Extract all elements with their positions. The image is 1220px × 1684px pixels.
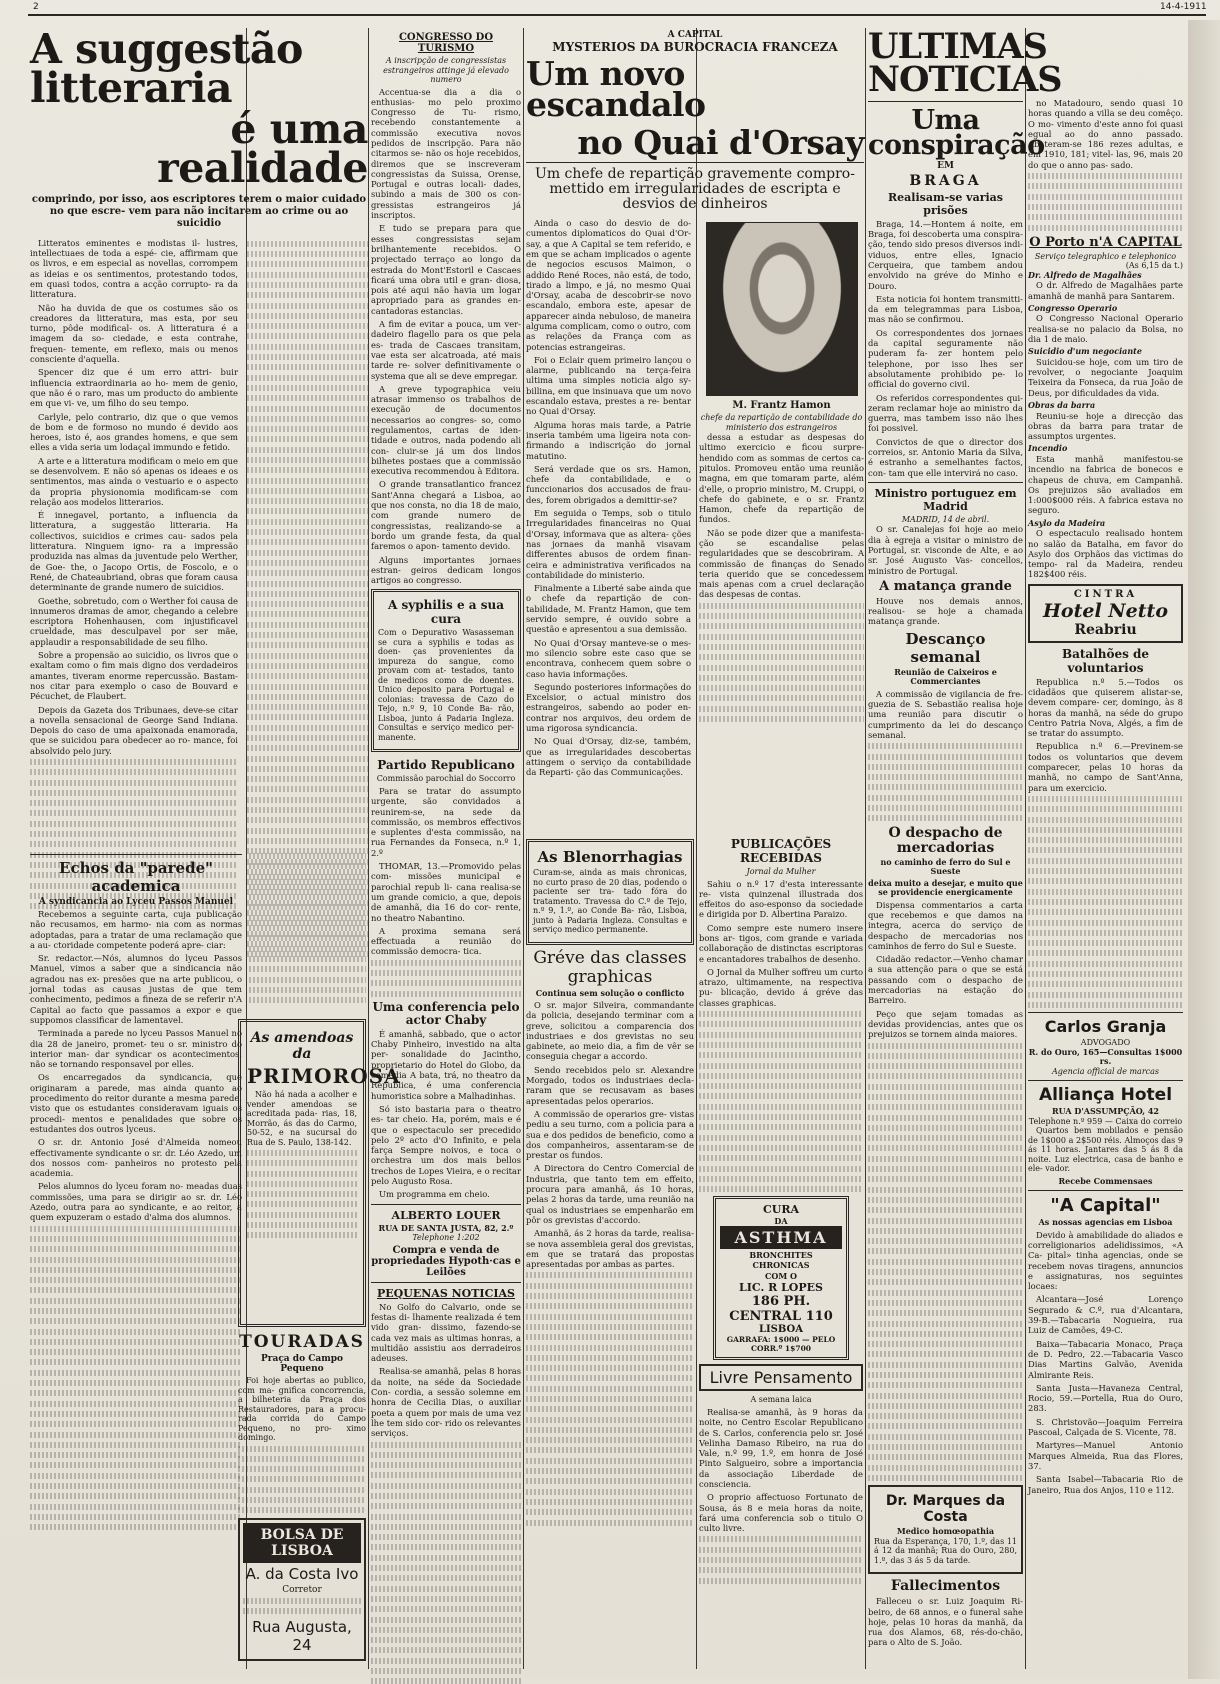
cura-line: DA [720,1216,842,1226]
suicidio-title: Suicidio d'um negociante [1028,347,1183,357]
braga-label: BRAGA [868,173,1023,189]
braga-paragraph: Os referidos correspondentes qui- zeram reclamar hoje ao ministro da guerra, mas tambem isso não lhes foi possivel. [868,393,1023,434]
despacho-paragraph: Cidadão redactor.—Venho chamar a sua attenção para o que se está passando com o despacho de mercadorias na estação do Barreiro. [868,954,1023,1005]
ministro-title: Ministro portuguez em Madrid [868,487,1023,513]
carlos-title: ADVOGADO [1028,1038,1183,1048]
column-rule [865,28,866,1669]
agencias-paragraph: Baixa—Tabacaria Monaco, Praça de D. Pedro, 22.—Tabacaria Vasco Dias Martins Galvão, Avenida Almirante Reis. [1028,1339,1183,1380]
hotel-netto-name: Hotel Netto [1033,600,1178,622]
cura-line: LIC. R LOPES [720,1281,842,1294]
marques-address: Rua da Esperança, 170, 1.º, das 11 á 12 da manhã; Rua do Ouro, 280, 1.º, das 3 ás 5 da tarde. [874,1537,1017,1566]
cura-line: CURA [720,1203,842,1216]
braga-subtitle: Realisam-se varias prisões [868,191,1023,217]
ad-amendoas [238,1015,366,1325]
descanso-title: Descanço semanal [868,630,1023,666]
agencias-paragraph: Alcantara—José Lorenço Segurado & C.º, rua d'Alcantara, 39-B.—Tabacaria Nogueira, rua Luiz de Camões, 49-C. [1028,1294,1183,1335]
article-paragraph: Finalmente a Liberté sabe ainda que o chefe da repartição de con- tabilidade, M. Frantz Hamon, que tem servido sempre, é ouvido sobre a questão e apresentou a sua demissão. [526,583,691,634]
greve-paragraph: A commissão de operarios gre- vistas pediu a seu turno, com a policia para a sua e dos pedidos de beneficio, como a dos companheiros, assentaram-se de prestar os fundos. [526,1109,694,1160]
headline-conspiracao: Uma conspiração [868,108,1023,159]
headline-realidade: é uma realidade [30,110,368,188]
matanca-title: A matança grande [868,579,1023,594]
congresso-paragraph: A greve typographica veiu atrasar immenso os trabalhos de execução de documentos necessarios ao congres- so, como regulamentos, cartas de iden- tidade e outros, nada podendo ali con- cluir-se já um dos lindos bilhetes postaes que a commissão executiva recommendou à Editora. [371,384,521,477]
porto-subtitle: Serviço telegraphico e telephonico [1028,252,1183,262]
pequenas-paragraph: Realisa-se amanhã, pelas 8 horas da noite, na séde da Sociedade Con- cordia, a sessão solemne em honra de Cecilia Dias, o auxiliar poeta a quem por mais de uma vez lhe tem sido cor- rido os relevantes serviços. [371,1366,521,1438]
alberto-services: Compra e venda de propriedades Hypoth·cas e Leilões [371,1245,521,1278]
article-deck: comprindo, por isso, aos escriptores terem o maior cuidado no que escre- vem para não incitarem ao crime ou ao suicidio [30,194,368,230]
article-deck: Um chefe de repartição gravemente compro- mettido em irregularidades de escripta e desvios de dinheiros [526,167,864,212]
ad-marques-costa [868,1485,1023,1574]
amendoas-title: As amendoas da [247,1030,357,1062]
despacho-title: O despacho de mercadorias [868,826,1023,856]
article-paragraph: Sobre a propensão ao suicidio, os livros que o exaltam como o fim mais digno dos verdadeiros amantes, tiveram enorme repercussão. Bastam-nos citar para exemplo o caso de Bouvard e Pécuchet, de Flaubert. [30,650,238,701]
greve-paragraph: Amanhã, ás 2 horas da tarde, realisa-se nova assembleia geral dos grevistas, em que se tratará das propostas apresentadas por ambas as partes. [526,1228,694,1269]
cura-line: LISBOA [720,1324,842,1335]
batalhoes-title: Batalhões de voluntarios [1028,647,1183,675]
incendio-paragraph: Esta manhã manifestou-se incendio na fabrica de bonecos e chapeus de chuva, em Campanhã. Os prejuizos são avaliados em 1:000$000 réis. A fabrica estava no seguro. [1028,454,1183,516]
ministro-paragraph: O sr. Canalejas foi hoje ao meio dia à egreja a visitar o ministro de Portugal, sr. visconde de Alte, e ao sr. José Augusto Vas- concellos, ministro de Portugal. [868,524,1023,575]
obras-paragraph: Reuniu-se hoje a direcção das obras da barra para tratar de assumptos urgentes. [1028,411,1183,442]
column-rule [1025,28,1026,1669]
publicacoes-paragraph: Sahiu o n.º 17 d'esta interessante re- vista quinzenal illustrada dos effeitos do aso-esponso da sociedade e dirigida por D. Albertina Paraizo. [699,879,863,920]
livre-subtitle: A semana laica [699,1395,863,1405]
text-filler [30,1226,242,1531]
alberto-name: ALBERTO LOUER [371,1209,521,1222]
pequenas-title: PEQUENAS NOTICIAS [371,1287,521,1300]
marques-name: Dr. Marques da Costa [874,1493,1017,1525]
column-publicacoes [699,835,863,1665]
ad-blenorrhagias [526,839,694,945]
cura-line: GARRAFA: 1$000 — PELO CORR.º 1$700 [720,1335,842,1353]
conferencia-paragraph: É amanhã, sabbado, que o actor Chaby Pinheiro, investido na alta per- sonalidade do Jacintho, proprietario do Hotel do Globo, da comedia A bata, trá, no theatro da Republica, é uma conferencia humoristica sobre a Malhadinhas. [371,1029,521,1101]
partido-paragraph: THOMAR, 13.—Promovido pelas com- missões municipal e parochial repub li- cana realisa-se um grande comicio, a que, depois de amanhã, dia 16 do cor- rente, no theatro Nabantino. [371,861,521,923]
fallecimentos-title: Fallecimentos [868,1578,1023,1594]
livre-box [699,1364,863,1391]
touradas-body: Foi hoje abertas ao publico, com ma- gnifica concorrencia, a bilheteria da Praça dos Restauradores, para a procu- rada corrida do Campo Pequeno, no pro- ximo domingo. [238,1376,366,1443]
congresso-title: CONGRESSO DO TURISMO [371,32,521,54]
ad-hotel-netto [1028,584,1183,643]
congresso-paragraph: Accentua-se dia a dia o enthusias- mo pelo proximo Congresso de Tu- rismo, recebendo constantemente a commissão executiva novos pedidos de inscripção. Para não citarmos se- não os hoje recebidos, diremos que se inscreveram congressistas da Suissa, Orense, Portugal e outras locali- dades, subindo a mais de 300 os con- gressistas estrangeiros já inscriptos. [371,87,521,221]
touradas-title: TOURADAS [238,1332,366,1352]
column-rule [523,28,524,1669]
porto-title: O Porto n'A CAPITAL [1028,235,1183,250]
marques-specialty: Medico homœopathia [874,1527,1017,1537]
text-filler [371,1442,521,1684]
costa-ivo-name: A. da Costa Ivo [243,1565,361,1583]
cintra-label: CINTRA [1033,589,1178,600]
headline-quai: no Quai d'Orsay [526,127,864,158]
column-rule [368,28,369,1669]
publicacoes-subtitle: Jornal da Mulher [699,867,863,877]
conferencia-paragraph: Só isto bastaria para o theatro es- tar cheio. Ha, porém, mais e é que o espectaculo ser precedido pelo 2º acto d'O Infinito, e pela farça Sempre noivos, e toca o orchestra um dos mais bellos trechos de Lopes Vieira, e o recitar pelo Augusto Rosa. [371,1104,521,1186]
partido-paragraph: Para se tratar do assumpto urgente, são convidados a reunirem-se, na sede da commissão, os membros effectivos e suplentes d'esta commissão, na rua Fernandes da Fonseca, n.º 1, 2.º [371,786,521,858]
livre-paragraph: O proprio affectuoso Fortunato de Sousa, ás 8 e meia horas da noite, fará uma conferencia sob o titulo O culto livre. [699,1492,863,1533]
kicker: MYSTERIOS DA BUROCRACIA FRANCEZA [526,40,864,54]
echos-paragraph: Pelos alumnos do lyceu foram no- meadas duas commissões, uma para se dirigir ao sr. dr. Léo Azedo, outra para ao syndicante, e ao reitor, a quem expuzeram o estado d'alma dos alumnos. [30,1181,242,1222]
text-filler [238,1446,366,1514]
column-literature [30,30,368,850]
article-paragraph: A arte e a litteratura modificam o meio em que se desenvolvem. E não só apenas os ideaes e os sentimentos, mas ainda o vestuario e o aspecto da propria physionomia modificam-se com relação aos modelos litterarios. [30,456,238,507]
blenorr-body: Curam-se, ainda as mais chronicas, no curto praso de 20 dias, podendo o paciente ser tra- tado fóra do tratamento. Travessa do C.º de Tejo, n.º 9, 1.º, ao Conde Ba- rão, Lisboa, junto à Padaria Ingleza. Consultas e serviço medico permanente. [533,868,687,935]
cura-line: 186 PH. CENTRAL 110 [720,1294,842,1324]
suicidio-paragraph: Suicidou-se hoje, com um tiro de revolver, o negociante Joaquim Teixeira da Fonseca, da rua João de Deus, por dificuldades da vida. [1028,357,1183,398]
congresso-paragraph: O grande transatlantico francez Sant'Anna chegará a Lisboa, ao que nos consta, no dia 18 de maio, com grande numero de congressistas, realizando-se a bordo um grande festa, da qual faremos o apon- tamento devido. [371,479,521,551]
partido-title: Partido Republicano [371,758,521,772]
despacho-subtitle-2: deixa muito a desejar, e muito que se providencie energicamente [868,879,1023,898]
article-paragraph: Será verdade que os srs. Hamon, chefe da contabilidade, e o funccionarios dos accusados de frau- des, forem obrigados a demittir-se? [526,464,691,505]
congresso-paragraph: Alguns importantes jornaes estran- geiros dedicam longos artigos ao congresso. [371,555,521,586]
syphilis-body: Com o Depurativo Wasasseman se cura a syphilis e todas as doen- ças provenientes da impureza do sangue, como provam com at- testados, tanto de medicos como de doentes. Unico deposito para Portugal e colonias: travessa de Cazo do Tejo, n.º 9, 10 Conde Ba- rão, Lisboa, junto á Padaria Ingleza. Consultas e serviço medico per- manente. [378,628,514,742]
agencias-paragraph: S. Christovão—Joaquim Ferreira Pascoal, Calçada de S. Vicente, 78. [1028,1417,1183,1438]
publicacoes-paragraph: Como sempre este numero insere bons ar- tigos, com grande e variada collaboração de distinctas escriptoras e encantadores trabalhos de desenho. [699,923,863,964]
agencias-paragraph: Martyres—Manuel Antonio Marques Almeida, Rua das Flores, 37. [1028,1440,1183,1471]
article-paragraph: É innegavel, portanto, a influencia da litteratura, a suggestão litteraria. Ha collectivos, suicidios e crimes cau- sados pela litteratura. Ninguem igno- ra a impressão produzida nas almas da juventude pelo Werther, de Goe- the, o Jacopo Ortis, de Foscolo, e o René, de Chateaubriand, obras que foram causa determinante de grande numero de suicidios. [30,510,238,592]
reabriu-label: Reabriu [1033,622,1178,638]
greve-title: Gréve das classes graphicas [526,949,694,987]
article-paragraph: Em seguida o Temps, sob o titulo Irregularidades financeiras no Quai d'Orsay, informava que as altera- ções nas jornaes da manhã visavam differentes abusos de ordem finan- ceira e administrativa verificados na contabilidade do ministerio. [526,508,691,580]
ministro-date: MADRID, 14 de abril. [868,515,1023,525]
echos-paragraph: Os encarregados da syndicancia, que originaram a parede, mas ainda quanto ao procedimento do reitor durante a mesma parede, visto que os estudantes consideravam iguais os procedi- mentos e penalidades que sobre os estudantes dos outros lyceus. [30,1072,242,1134]
portrait-name: M. Frantz Hamon [699,400,864,411]
congresso-subtitle: A inscripção de congressistas estrangeiros attinge já elevado numero [371,56,521,85]
corretor-label: Corretor [243,1585,361,1595]
text-filler [699,1536,863,1583]
echos-title: Echos da "parede" academica [30,859,242,895]
congresso-paragraph: A fim de evitar a pouca, um ver- dadeiro flagello para os que pela es- trada de Cascaes transitam, vae esta ser alcatroada, até mais tarde re- solver definitivamente o systema que ali se deve empregar. [371,319,521,381]
article-paragraph: Foi o Eclair quem primeiro lançou o alarme, publicando na terça-feira ultima uma simples noticia algo sy- billina, em que insinuava que um novo escandalo estava, prestes a re- bentar no Quai d'Orsay. [526,355,691,417]
cura-asthma: ASTHMA [720,1226,842,1249]
article-paragraph: dessa a estudar as despesas do ultimo exercicio e ficou surpre- hendido com as sommas de certos ca- pitulos. Promoveu então uma reunião magna, em que tomaram parte, além d'elle, o proprio ministro, M. Cruppi, o chefe do gabinete, e o sr. Frantz Hamon, chefe da repartição de fundos. [699,432,864,525]
batalhoes-paragraph: Republica n.º 5.—Todos os cidadãos que quiserem alistar-se, devem compare- cer, domingo, às 8 horas da manhã, na séde do grupo Centro Patria Nova, Algés, a fim de se tratar do assumpto. [1028,677,1183,739]
column-echos [30,850,242,1665]
despacho-paragraph: Dispensa commentarios a carta que recebemos e que damos na integra, acerca do serviço de despacho de mercadorias nos caminhos de ferro do Sul e Sueste. [868,900,1023,951]
text-filler [699,603,864,722]
descanso-subtitle: Reunião de Caixeiros e Commerciantes [868,668,1023,687]
obras-title: Obras da barra [1028,401,1183,411]
partido-paragraph: A proxima semana será effectuada a reunião do commissão democra- tica. [371,926,521,957]
livre-paragraph: Realisa-se amanhã, às 9 horas da noite, no Centro Escolar Republicano de S. Carlos, conferencia pelo sr. José Velinha Damaso Ribeiro, na rua do Vale, n.º 99, 1.º, em honra de José Pinto Salgueiro, sobre a importancia da associação Liberdade de consciencia. [699,1407,863,1489]
section-label: A CAPITAL [526,30,864,40]
text-filler [699,1011,863,1192]
allianca-address: RUA D'ASSUMPÇÃO, 42 [1028,1107,1183,1117]
conferencia-paragraph: Um programma em cheio. [371,1189,521,1199]
portrait-hamon [706,222,858,396]
allianca-telephone: Telephone n.º 959 — Caixa do correio [1028,1117,1183,1127]
pequenas-paragraph: No Golfo do Calvario, onde se festas di- lhamente realizada é tem vido gran- dissimo, fazendo-se cada vez mais as ultimas honras, a multidão assistiu aos derradeiros adeuses. [371,1302,521,1364]
fallecimentos-paragraph: Falleceu o sr. Luiz Joaquim Ri- beiro, de 68 annos, e o funeral sahe hoje, pelas 10 horas da manhã, da rua dos Alamos, 68, rés-do-chão, para o Alto de S. João. [868,1596,1023,1647]
congresso-paragraph: E tudo se prepara para que esses congressistas sejam brilhantemente recebidos. O projectado terraço ao longo da estrada do Mont'Estoril e Cascaes ficará uma obra util e gran- diosa, pois até aqui não havia um logar apropriado para as grandes en- cantadoras estancias. [371,223,521,316]
article-paragraph: Segundo posteriores informações do Excelsior, o actual ministro dos estrangeiros, sabendo ao poder en- contrar nos arquivos, deu ordem de uma rigorosa syndicancia. [526,682,691,733]
a-capital-title: "A Capital" [1028,1195,1183,1216]
alberto-address: RUA DE SANTA JUSTA, 82, 2.º [371,1224,521,1234]
braga-paragraph: Convictos de que o director dos correios, sr. Antonio Maria da Silva, é estranho a semelhantes factos, con- tam que elle intervirá no caso. [868,437,1023,478]
article-paragraph: Não ha duvida de que os costumes são os creadores da litteratura, mas esta, por seu turno, pôde modifical- os. A litteratura é a imagem da so- ciedade, e esta contrahe, frequen- temente, em reflexo, mais ou menos consciente d'aquella. [30,303,238,365]
echos-paragraph: Terminada a parede no lyceu Passos Manuel no dia 28 de janeiro, promet- teu o sr. ministro do interior man- dar syndicar os acontecimentos, não se tornando responsavel por elles. [30,1028,242,1069]
braga-paragraph: Braga, 14.—Hontem á noite, em Braga, foi descoberta uma conspira- ção, tendo sido presos diversos indi- viduos, entre elles, Ignacio Cerqueira, que tambem andou envolvido na gréve do Minho e Douro. [868,219,1023,291]
allianca-body: Quartos bem mobilados e pensão de 1$000 a 2$500 réis. Almoços das 9 ás 11 horas. Jantares das 5 ás 8 da noite. Luz electrica, casa de banho e ele- vador. [1028,1126,1183,1174]
article-paragraph: Litteratos eminentes e modistas il- lustres, intellectuaes de toda a espé- cie, affirmam que os livros, e em especial as novellas, corrompem as ideias e os sentimentos, protestando todos, em quasi todos, contra a acção corrupto- ra da litteratura. [30,238,238,300]
carlos-name: Carlos Granja [1028,1017,1183,1036]
text-filler [526,1272,694,1525]
portrait-caption: chefe da repartição de contabilidade do ministerio dos estrangeiros [699,413,864,432]
agencias-paragraph: Santa Justa—Havaneza Central, Rocio, 59.—Portella, Rua do Ouro, 283. [1028,1383,1183,1414]
ad-syphilis [371,589,521,752]
article-paragraph: No Quai d'Orsay, diz-se, também, que as irregularidades descobertas attingem o serviço da contabilidade da Reparti- ção das Communicações. [526,736,691,777]
column-ultimas [868,30,1023,1665]
augusta-address: Rua Augusta, 24 [243,1618,361,1654]
text-filler [371,960,521,997]
despacho-paragraph: Peço que sejam tomadas as devidas providencias, antes que os prejuizos se tornem ainda maiores. [868,1009,1023,1040]
syphilis-title: A syphilis e a sua cura [378,598,514,626]
column-right [1028,30,1183,1665]
primorosa-title: PRIMOROSA [247,1064,357,1088]
partido-subtitle: Commissão parochial do Soccorro [371,774,521,784]
top-rule [28,14,1206,16]
text-filler [243,1598,361,1614]
recebe-label: Recebe Commensaes [1028,1177,1183,1187]
touradas-subtitle: Praça do Campo Pequeno [238,1354,366,1374]
article-paragraph: Ainda o caso do desvio de do- cumentos diplomaticos do Quai d'Or- say, a que A Capital se tem referido, e em que se acham implicados o agente de negocios escusos Maimon, o addido René Roces, não está, de todo, tirado a limpo, e já, no mesmo Quai d'Orsay, acaba de descobrir-se novo escandalo, embora este, apesar de apparecer ainda nebuloso, de maneira alguma complicam, como o outro, com as relações da França com as potencias estrangeiras. [526,218,691,352]
text-filler [249,853,366,1003]
matanca-paragraph: Houve nos demais annos, realisou- se hoje a chamada matança grande. [868,596,1023,627]
braga-paragraph: Esta noticia foi hontem transmitti- da em telegrammas para Lisboa, mas não se confirmou. [868,294,1023,325]
publicacoes-title: PUBLICAÇÕES RECEBIDAS [699,837,863,865]
text-filler [868,1043,1023,1481]
article-paragraph: Spencer diz que é um erro attri- buir influencia extraordinaria ao ho- mem de genio, que não é o raro, mas um producto do ambiente em que vi- ve, um filho do seu tempo. [30,367,238,408]
em-label: EM [868,161,1023,171]
headline-ultimas: ULTIMAS NOTICIAS [868,30,1023,97]
echos-paragraph: O sr. dr. Antonio José d'Almeida nomeou effectivamente syndicante o sr. dr. Léo Azedo, um dos nossos com- panheiros no protesto pela academia. [30,1137,242,1178]
column-greve [526,835,694,1665]
page-number: 2 [33,2,39,12]
agencias-title: As nossas agencias em Lisboa [1028,1218,1183,1228]
batalhoes-paragraph: Republica n.º 6.—Previnem-se todos os voluntarios que devem comparecer, pelas 10 horas da manhã, no campo de Sant'Anna, para um exercicio. [1028,741,1183,792]
allianca-name: Alliança Hotel [1028,1085,1183,1105]
bolsa-title: BOLSA DE LISBOA [243,1523,361,1563]
headline-escandalo: Um novo escandalo [526,58,864,121]
asylo-title: Asylo da Madeira [1028,519,1183,529]
echos-paragraph: Recebemos a seguinte carta, cuja publicação não recusamos, em harmo- nia com as normas adoptadas, para a tratar de uma reclamação que a au- ctoridade competente poderá apre- ciar: [30,909,242,950]
agencias-paragraph: Santa Isabel—Tabacaria Rio de Janeiro, Rua dos Anjos, 110 e 112. [1028,1474,1183,1495]
publicacoes-paragraph: O Jornal da Mulher soffreu um curto atrazo, ultimamente, na respectiva pu- blicação, devido á gréve das classes graphicas. [699,967,863,1008]
congresso-operario-paragraph: O Congresso Nacional Operario realisa-se no palacio da Bolsa, no dia 1 de maio. [1028,313,1183,344]
conferencia-title: Uma conferencia pelo actor Chaby [371,1001,521,1027]
adjacent-page-edge [1188,20,1220,1679]
descanso-paragraph: A commissão de vigilancia de fre- guezia de S. Sebastião realisa hoje uma reunião para discutir o cumprimento da lei do descanço semanal. [868,689,1023,740]
article-paragraph: Alguma horas mais tarde, a Patrie inseria também uma ligeira nota con- firmando a indiscrição do jornal matutino. [526,420,691,461]
congresso-operario-title: Congresso Operario [1028,304,1183,314]
cura-line: BRONCHITES CHRONICAS [720,1250,842,1270]
greve-paragraph: A Directora do Centro Comercial de Industria, que tanto tem em effeito, procura para amanhã, ás 10 horas, pelas 2 horas da tarde, uma reunião na qual os industriaes se empenharão em pôr os grevistas d'accordo. [526,1163,694,1225]
text-filler [1028,173,1183,230]
column-touradas [238,1330,366,1670]
despacho-subtitle: no caminho de ferro do Sul e Sueste [868,858,1023,877]
page-date: 14-4-1911 [1160,2,1207,12]
echos-subtitle: A syndicancia ao Lyceu Passos Manuel [30,897,242,907]
text-filler [868,743,1023,821]
alfredo-title: Dr. Alfredo de Magalhães [1028,271,1183,281]
carlos-address: R. do Ouro, 165—Consultas 1$000 rs. [1028,1048,1183,1067]
column-turismo [371,30,521,1665]
incendio-title: Incendio [1028,444,1183,454]
headline-suggestao: A suggestão litteraria [30,30,368,108]
ad-cura-asthma [713,1196,849,1360]
article-paragraph: Depois da Gazeta dos Tribunaes, deve-se citar a novella sensacional de George Sand Indiana. Depois do caso de uma apaixonada enamorada, que se suicidou para obedecer ao ro- mance, foi absolvido pelo jury. [30,705,238,756]
greve-paragraph: Sendo recebidos pelo sr. Alexandre Morgado, todos os industriaes decla- raram que se recusavam as bases apresentadas pelos operarios. [526,1065,694,1106]
carlos-note: Agencia official de marcas [1028,1067,1183,1077]
greve-subtitle: Continua sem solução o conflicto [526,989,694,999]
agencias-paragraph: Devido à amabilidade do aliados e correligionarios adelidissimos, «A Ca- pital» tinha agencias, onde se recebem novas tiragens, annuncios e assignaturas, nos seguintes locaes: [1028,1230,1183,1292]
cura-line: COM O [720,1271,842,1281]
article-paragraph: No Quai d'Orsay manteve-se o mes- mo silencio sobre este caso que se encontrava, conhecem quem sobre o caso havia informações. [526,638,691,679]
asylo-paragraph: O espectaculo realisado hontem no salão da Batalha, em favor do Asylo dos Orphãos das victimas do tempo- ral da Madeira, rendeu 182$400 réis. [1028,528,1183,579]
text-filler [247,1150,357,1238]
amendoas-body: Não há nada a acolher e vender amendoas se acreditada pada- rias, 18, Morrão, ás das do Carmo, 50-52, e na sucursal do Rua de S. Paulo, 138-142. [247,1090,357,1147]
alberto-telephone: Telephone 1:202 [371,1233,521,1243]
matadouro-paragraph: no Matadouro, sendo quasi 10 horas quando a villa se deu comêço. O mo- vimento d'este anno foi quasi egual ao do anno passado. Abateram-se 186 rezes adultas, e em 1910, 181; vitel- las, 96, mais 20 do que o anno pas- sado. [1028,98,1183,170]
blenorr-title: As Blenorrhagias [533,848,687,866]
livre-title: Livre Pensamento [703,1368,859,1387]
alfredo-paragraph: O dr. Alfredo de Magalhães parte amanhã de manhã para Santarem. [1028,280,1183,301]
article-paragraph: Goethe, sobretudo, com o Werther foi causa de innumeros dramas de amor, chegando a celebre escriptora Hohenhausen, com injustificavel crueldade, mas desculpavel por ser mãe, applaudir a responsabilidade de seu filho. [30,596,238,647]
article-paragraph: Carlyle, pelo contrario, diz que o que vemos de bom e de formoso no mundo é devido aos heroes, isto é, aos grandes homens, e que sem elles a vida seria um lodaçal immundo e fetido. [30,412,238,453]
greve-paragraph: O sr. major Silveira, commandante da policia, desejando terminar com a greve, solicitou a comparencia dos industriaes e dos grevistas no seu gabinete, ao meio dia, a fim de vêr se conseguia chegar a accordo. [526,1000,694,1062]
text-filler [1028,796,1183,1008]
braga-paragraph: Os correspondentes dos jornaes da capital seguramente não puderam fa- zer hontem pelo telephone, por isso lhes ser absolutamente prohibido pe- lo official do governo civil. [868,328,1023,390]
column-quai-dorsay [526,30,864,850]
porto-time: (As 6,15 da t.) [1028,261,1183,271]
echos-paragraph: Sr. redactor.—Nós, alumnos do lyceu Passos Manuel, vimos a saber que a sindicancia não agradou nas ex- presões que na arte publicou, o jornal todas as causas justas de que tem conhecimento, pedimos a fineza de se referir n'A Capital ao facto que passamos a expor e que suppomos classificar de lamentavel. [30,953,242,1025]
article-paragraph: Não se pode dizer que a manifesta- ção se escandalise pelas regularidades que se descobriram. A commissão de finanças do Senado teria querido que se concedessem mais apenas com a cruel declaração das despesas de contas. [699,528,864,600]
